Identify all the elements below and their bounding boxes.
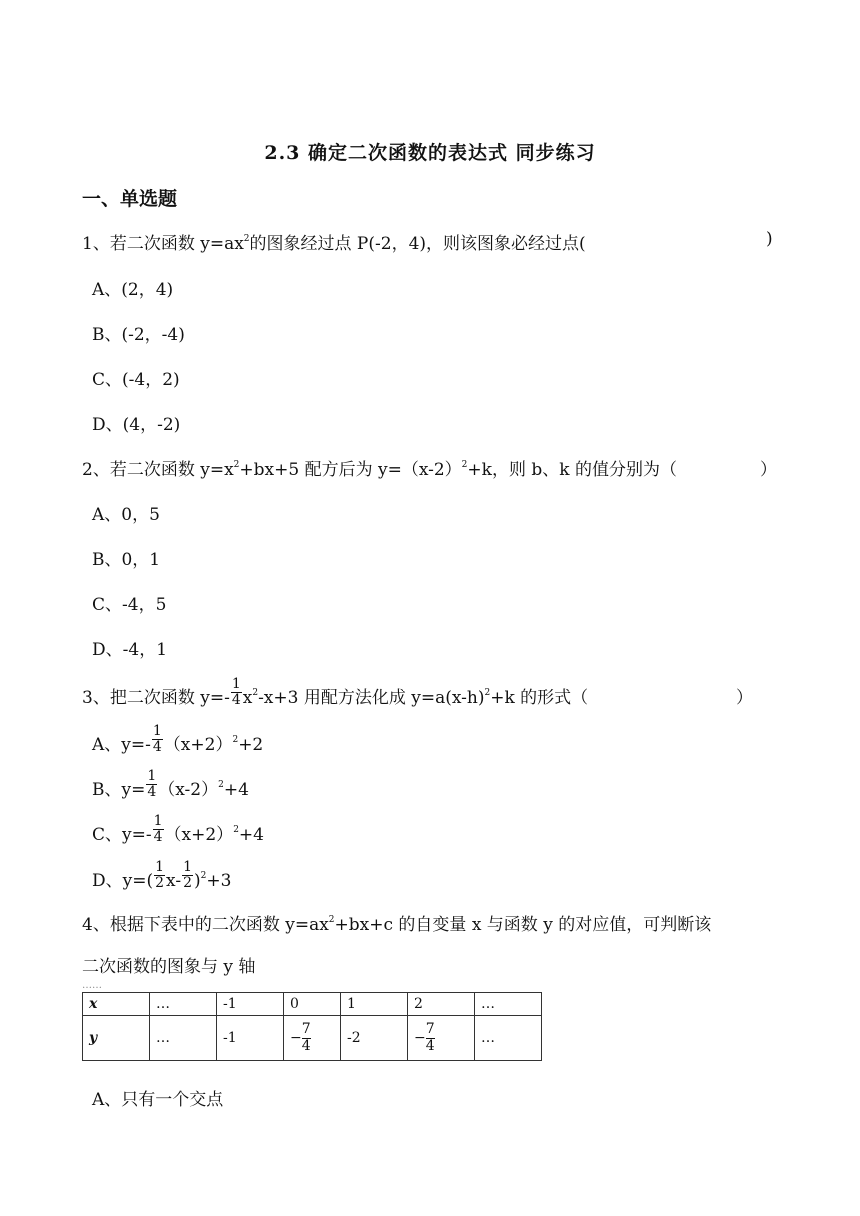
- table-cell: -1: [217, 993, 284, 1016]
- question-4-stem-line-2: 二次函数的图象与 y 轴: [82, 957, 256, 977]
- section-heading: 一、单选题: [82, 188, 178, 210]
- ellipsis-marker: ……: [82, 980, 102, 991]
- fraction: $\frac{1}{4}$: [153, 813, 163, 845]
- question-3-stem: 3、把二次函数 y=- $\frac{1}{4}$ $x^2-x+3$ 用配方法化成 $y=a(x-h)^2+k$ 的形式（: [82, 676, 589, 708]
- table-cell: …: [150, 1016, 217, 1061]
- question-1-stem: 1、若二次函数 $y=ax^2$的图象经过点 P(-2，4)，则该图象必经过点(: [82, 234, 586, 254]
- q1-option-c: C、(-4，2): [92, 370, 180, 390]
- q4-option-a: A、只有一个交点: [92, 1090, 224, 1110]
- fraction: $\frac{1}{4}$: [147, 768, 157, 800]
- fraction: $\frac{1}{4}$: [231, 676, 241, 708]
- question-4-stem-line-1: 4、根据下表中的二次函数 $y=ax^2+bx+c$ 的自变量 x 与函数 y 的对应值，可判断该: [82, 915, 712, 935]
- table-cell: 1: [341, 993, 408, 1016]
- value-table: [82, 992, 542, 1061]
- q2-option-a: A、0，5: [92, 505, 160, 525]
- table-cell: …: [475, 993, 542, 1016]
- question-3-close-paren: ）: [736, 688, 753, 708]
- q3-option-c: C、y=- $\frac{1}{4}$ $(x+2)^2+4$: [92, 813, 264, 845]
- q1-option-a: A、(2，4): [92, 280, 174, 300]
- table-cell: …: [150, 993, 217, 1016]
- table-cell: − $\frac{7}{4}$: [408, 1016, 475, 1061]
- table-cell: …: [475, 1016, 542, 1061]
- table-cell: − $\frac{7}{4}$: [284, 1016, 341, 1061]
- fraction: $\frac{7}{4}$: [425, 1021, 435, 1054]
- q2-option-d: D、-4，1: [92, 640, 168, 660]
- page-title: 2.3 确定二次函数的表达式 同步练习: [264, 142, 596, 164]
- fraction: $\frac{1}{2}$: [183, 859, 193, 891]
- question-2-stem: 2、若二次函数 $y=x^2+bx+5$ 配方后为 $y=(x-2)^2+k$，则 b、k 的值分别为（: [82, 460, 677, 480]
- fraction: $\frac{7}{4}$: [301, 1021, 311, 1054]
- q1-option-b: B、(-2，-4): [92, 325, 185, 345]
- table-cell: x: [83, 993, 150, 1016]
- q3-option-d: D、y=( $\frac{1}{2}$ x- $\frac{1}{2}$ )$^2$+3: [92, 859, 232, 891]
- q3-option-a: A、y=- $\frac{1}{4}$ $(x+2)^2+2$: [92, 723, 264, 755]
- table-row: [83, 1016, 542, 1061]
- q2-option-b: B、0，1: [92, 550, 161, 570]
- table-cell: 0: [284, 993, 341, 1016]
- table-cell: -2: [341, 1016, 408, 1061]
- question-2-close-paren: ）: [760, 460, 777, 480]
- table-cell: y: [83, 1016, 150, 1061]
- q3-option-b: B、y= $\frac{1}{4}$ $(x-2)^2+4$: [92, 768, 249, 800]
- fraction: $\frac{1}{4}$: [152, 723, 162, 755]
- q1-option-d: D、(4，-2): [92, 415, 181, 435]
- question-1-close-paren: ): [766, 229, 773, 249]
- fraction: $\frac{1}{2}$: [155, 859, 165, 891]
- table-cell: 2: [408, 993, 475, 1016]
- q2-option-c: C、-4，5: [92, 595, 167, 615]
- table-row: [83, 993, 542, 1016]
- table-cell: -1: [217, 1016, 284, 1061]
